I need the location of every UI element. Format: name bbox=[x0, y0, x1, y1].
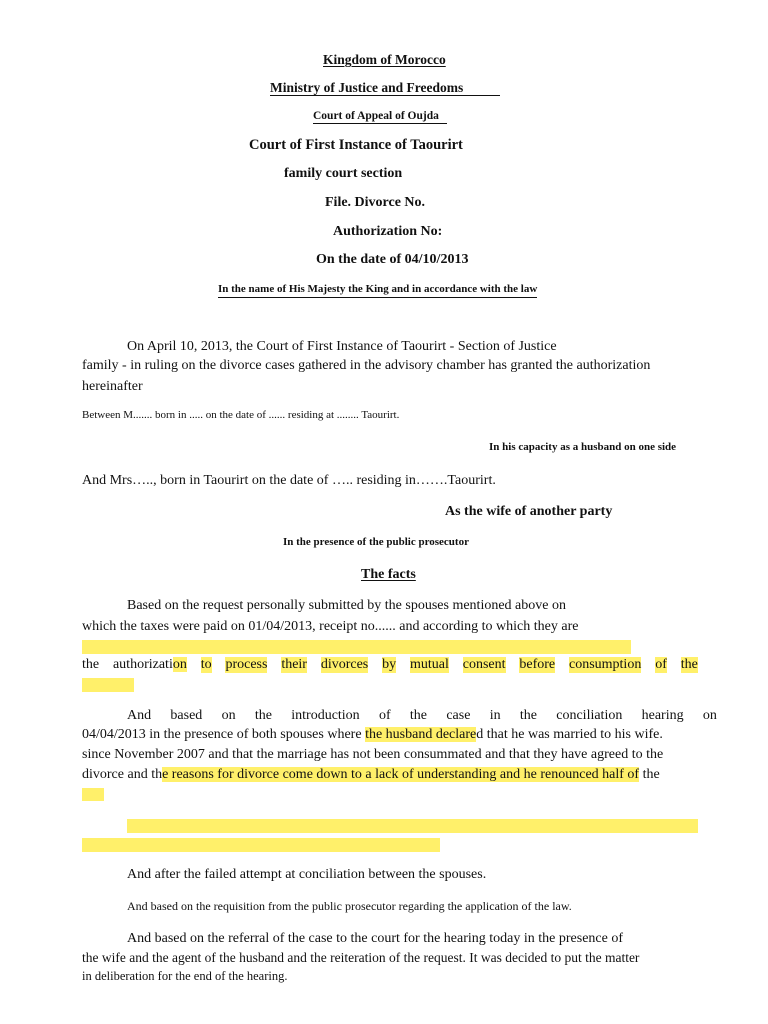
highlight-bar bbox=[82, 678, 134, 692]
word: consent bbox=[462, 657, 506, 672]
facts-heading: The facts bbox=[361, 567, 416, 582]
date-line: On the date of 04/10/2013 bbox=[316, 252, 469, 267]
husband-capacity: In his capacity as a husband on one side bbox=[489, 441, 677, 453]
facts-p3: And after the failed attempt at conciliation between the spouses. bbox=[127, 867, 487, 882]
word: of bbox=[655, 657, 667, 672]
authorization-number: Authorization No: bbox=[333, 224, 443, 239]
word: to bbox=[200, 657, 212, 672]
word: on bbox=[221, 708, 236, 723]
facts-p2-line-1 bbox=[127, 708, 717, 724]
word: authorization bbox=[112, 657, 187, 672]
highlight-bar bbox=[82, 640, 631, 654]
word: divorces bbox=[320, 657, 369, 672]
word: before bbox=[519, 657, 556, 672]
facts-p1-line-2: which the taxes were paid on 01/04/2013, receipt no...... and according to which they are bbox=[82, 619, 579, 634]
word: in bbox=[489, 708, 501, 723]
section-name: family court section bbox=[284, 166, 403, 181]
kingdom-title: Kingdom of Morocco bbox=[323, 52, 446, 67]
word: the bbox=[254, 708, 272, 723]
word: based bbox=[170, 708, 203, 723]
facts-p2-line-4: divorce and the reasons for divorce come down to a lack of understanding and he renounced half of the bbox=[82, 767, 660, 782]
husband-line: Between M....... born in ..... on the date of ...... residing at ........ Taourirt. bbox=[82, 409, 400, 421]
word: the bbox=[409, 708, 428, 723]
intro-line-1: On April 10, 2013, the Court of First Instance of Taourirt - Section of Justice bbox=[127, 339, 557, 354]
highlight-bar bbox=[127, 819, 698, 833]
word: the bbox=[82, 657, 100, 672]
word: consumption bbox=[568, 657, 642, 672]
court-first-instance: Court of First Instance of Taourirt bbox=[249, 137, 463, 153]
intro-line-3: hereinafter bbox=[82, 379, 143, 394]
prosecutor-line: In the presence of the public prosecutor bbox=[283, 536, 469, 548]
facts-p2-line-3: since November 2007 and that the marriage has not been consummated and that they have agreed to the bbox=[82, 747, 664, 762]
facts-p5-line-2: the wife and the agent of the husband and the reiteration of the request. It was decided to put the matter bbox=[82, 950, 640, 965]
word: mutual bbox=[409, 657, 449, 672]
word: of bbox=[378, 708, 391, 723]
facts-p1-line-1: Based on the request personally submitted by the spouses mentioned above on bbox=[127, 598, 566, 613]
facts-p5-line-1: And based on the referral of the case to the court for the hearing today in the presence of bbox=[127, 931, 624, 946]
highlight-bar bbox=[82, 838, 440, 852]
facts-p5-line-3: in deliberation for the end of the hearing. bbox=[82, 969, 288, 983]
file-number: File. Divorce No. bbox=[325, 195, 426, 210]
word: conciliation bbox=[556, 708, 623, 723]
court-of-appeal: Court of Appeal of Oujda bbox=[313, 109, 447, 124]
word: on bbox=[702, 708, 717, 723]
intro-line-2: family - in ruling on the divorce cases gathered in the advisory chamber has granted the authorization bbox=[82, 358, 651, 373]
word: process bbox=[225, 657, 268, 672]
word: case bbox=[446, 708, 471, 723]
word: the bbox=[680, 657, 698, 672]
word: And bbox=[127, 708, 152, 723]
word: introduction bbox=[291, 708, 360, 723]
wife-line: And Mrs….., born in Taourirt on the date of ….. residing in…….Taourirt. bbox=[82, 473, 496, 488]
wife-capacity: As the wife of another party bbox=[445, 504, 613, 519]
facts-p2-line-2: 04/04/2013 in the presence of both spouses where the husband declared that he was married to his wife. bbox=[82, 727, 663, 742]
highlight-bar bbox=[82, 788, 104, 801]
facts-p1-line-3 bbox=[82, 657, 698, 673]
word: hearing bbox=[641, 708, 684, 723]
word: the bbox=[519, 708, 537, 723]
facts-p4: And based on the requisition from the public prosecutor regarding the application of the law. bbox=[127, 899, 572, 913]
ministry-title: Ministry of Justice and Freedoms bbox=[270, 80, 500, 96]
word: their bbox=[281, 657, 307, 672]
word: by bbox=[382, 657, 397, 672]
in-the-name-line: In the name of His Majesty the King and in accordance with the law bbox=[218, 282, 537, 298]
